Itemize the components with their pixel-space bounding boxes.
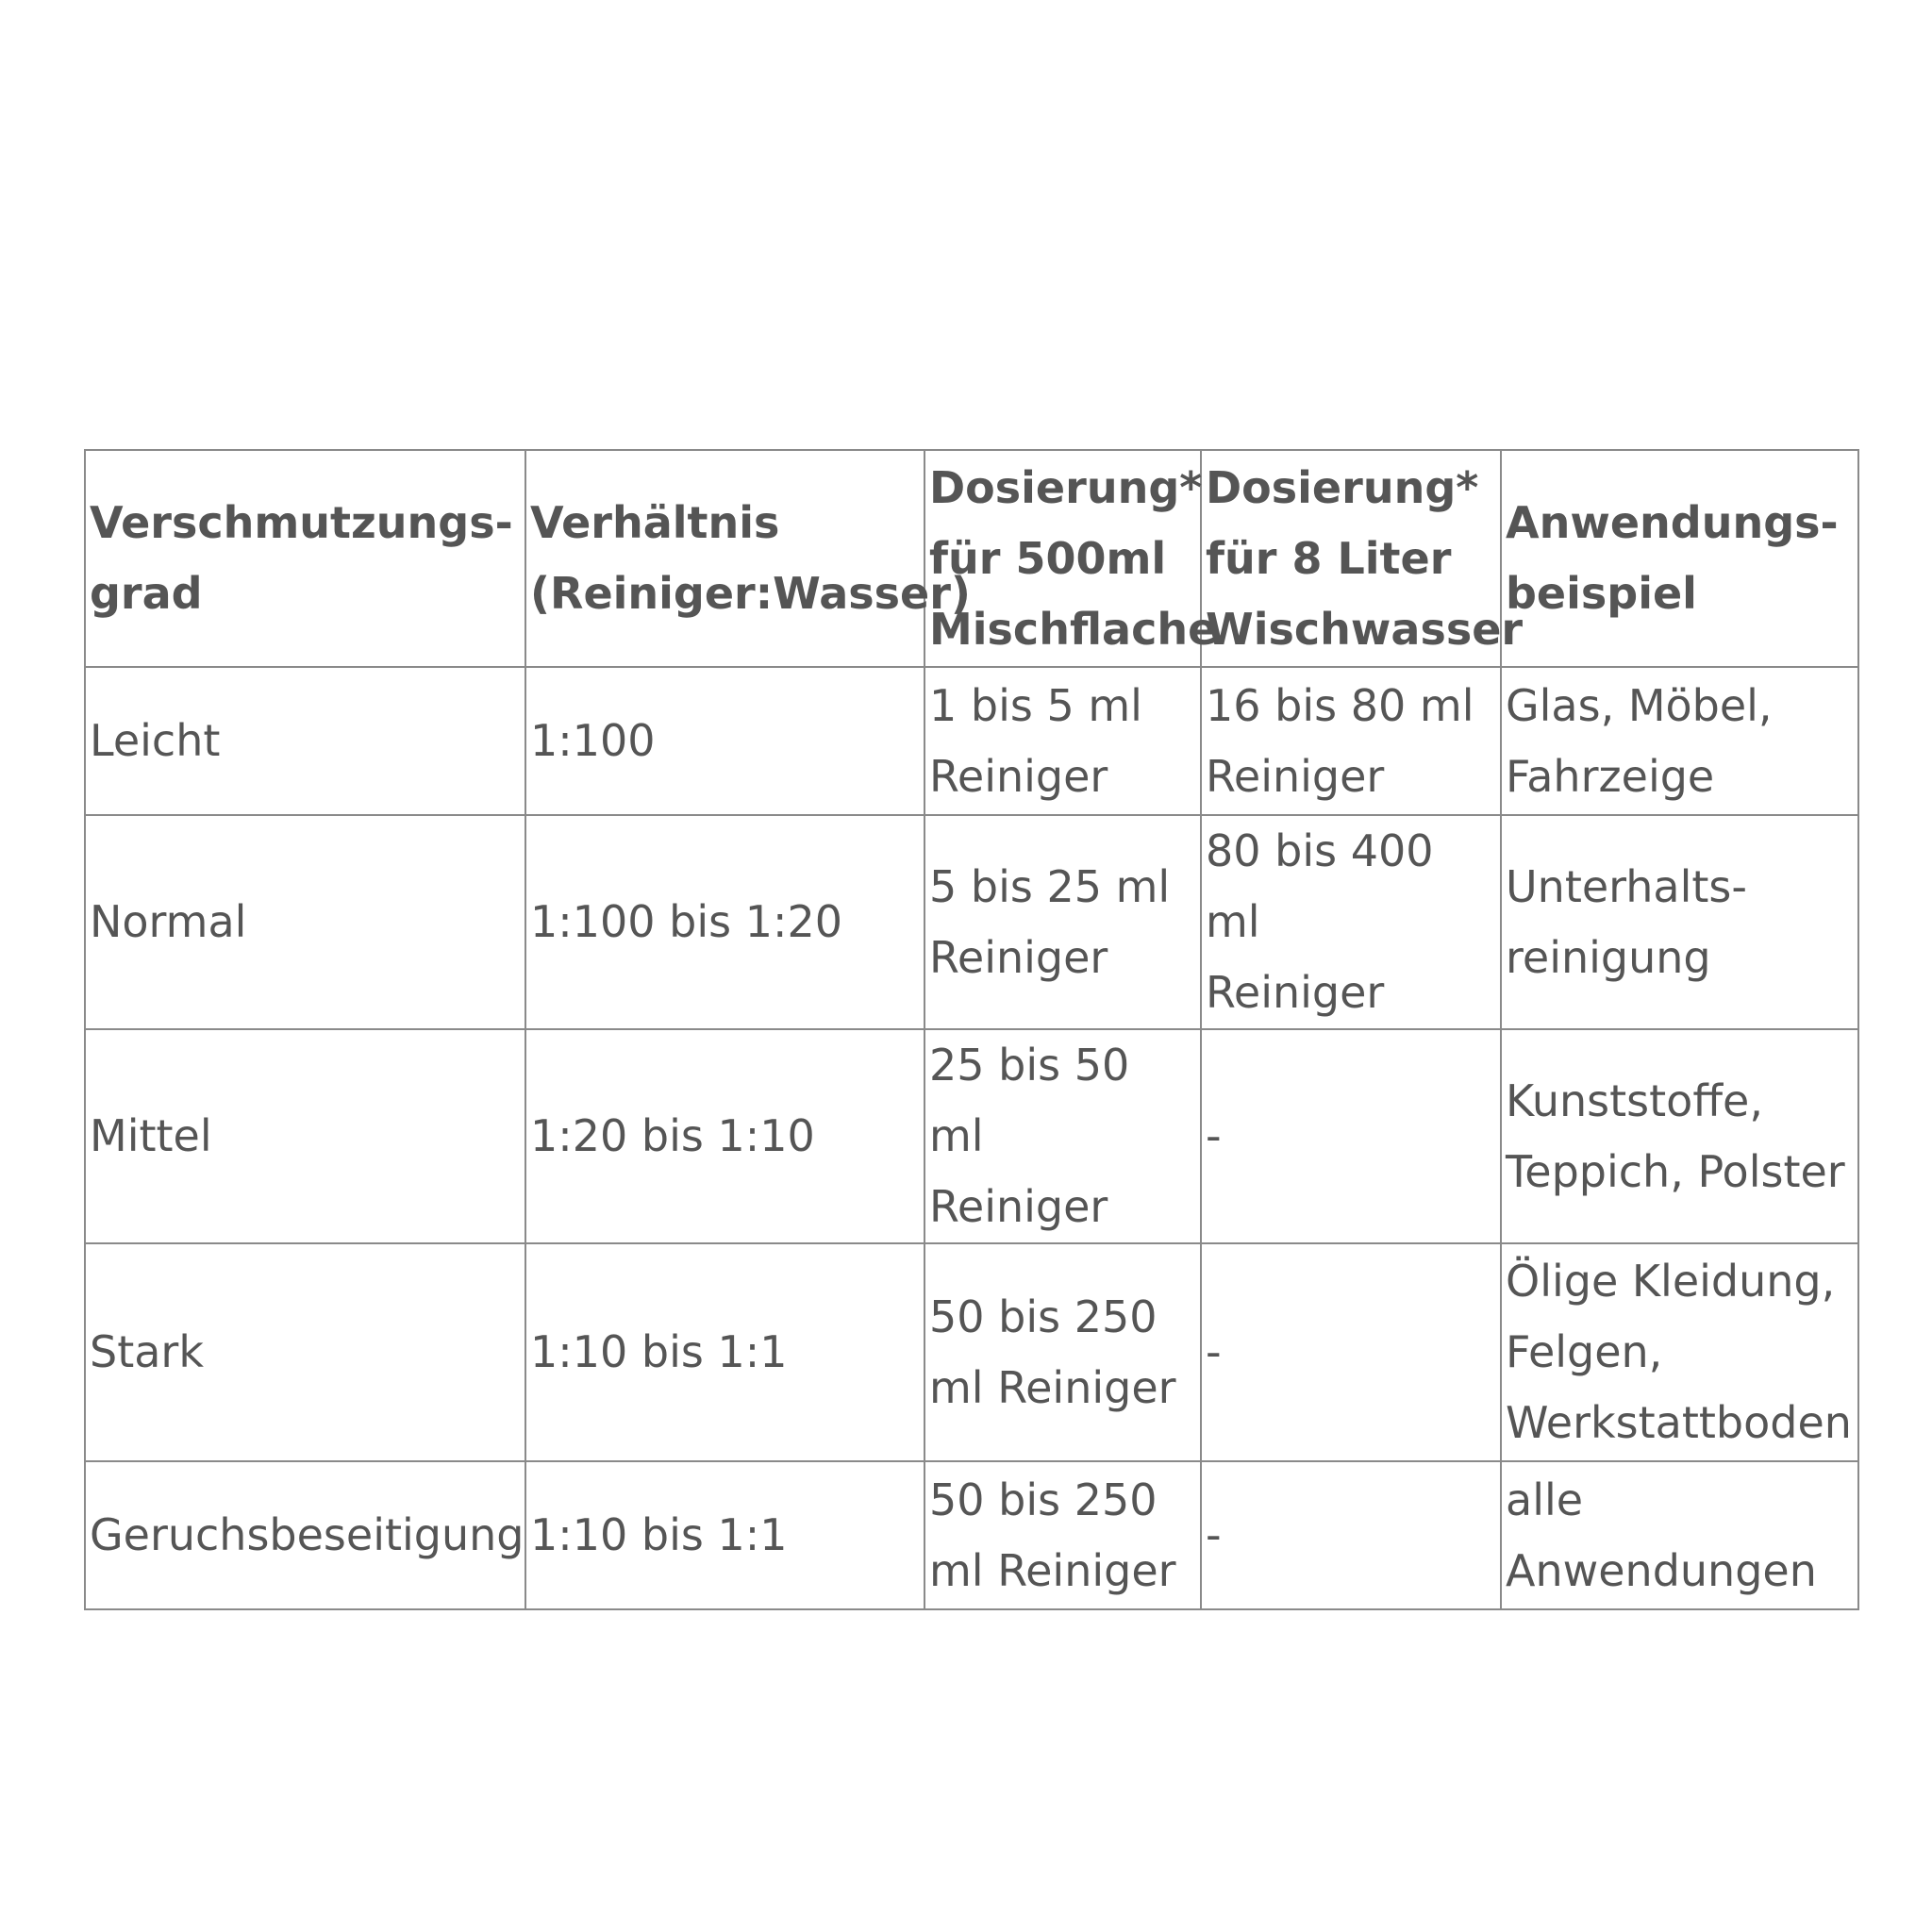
cell-soiling-level: Stark [85, 1243, 525, 1461]
cell-example: alle Anwendungen [1501, 1461, 1858, 1609]
cell-example: Unterhalts- reinigung [1501, 815, 1858, 1029]
cell-dosage-500ml: 5 bis 25 ml Reiniger [924, 815, 1201, 1029]
cell-ratio: 1:10 bis 1:1 [525, 1243, 924, 1461]
table-row [85, 1029, 1858, 1243]
cell-example: Kunststoffe, Teppich, Polster [1501, 1029, 1858, 1243]
cell-soiling-level: Normal [85, 815, 525, 1029]
cell-ratio: 1:100 [525, 667, 924, 815]
cell-dosage-500ml: 50 bis 250 ml Reiniger [924, 1243, 1201, 1461]
cell-soiling-level: Mittel [85, 1029, 525, 1243]
cell-ratio: 1:20 bis 1:10 [525, 1029, 924, 1243]
cell-soiling-level: Geruchsbeseitigung [85, 1461, 525, 1609]
cell-dosage-500ml: 50 bis 250 ml Reiniger [924, 1461, 1201, 1609]
table-header-row [85, 450, 1858, 667]
header-soiling-level: Verschmutzungs- grad [85, 450, 525, 667]
cell-dosage-8l: - [1201, 1461, 1501, 1609]
table-row [85, 1461, 1858, 1609]
header-dosage-8l: Dosierung* für 8 Liter Wischwasser [1201, 450, 1501, 667]
table-row [85, 1243, 1858, 1461]
cell-example: Glas, Möbel, Fahrzeige [1501, 667, 1858, 815]
dosage-table [84, 449, 1859, 1610]
cell-dosage-500ml: 1 bis 5 ml Reiniger [924, 667, 1201, 815]
table-row [85, 667, 1858, 815]
cell-ratio: 1:10 bis 1:1 [525, 1461, 924, 1609]
cell-ratio: 1:100 bis 1:20 [525, 815, 924, 1029]
header-dosage-500ml: Dosierung* für 500ml Mischflache [924, 450, 1201, 667]
cell-dosage-8l: - [1201, 1243, 1501, 1461]
cell-dosage-8l: 80 bis 400 ml Reiniger [1201, 815, 1501, 1029]
cell-example: Ölige Kleidung, Felgen, Werkstattboden [1501, 1243, 1858, 1461]
cell-dosage-8l: 16 bis 80 ml Reiniger [1201, 667, 1501, 815]
header-example: Anwendungs- beispiel [1501, 450, 1858, 667]
cell-dosage-8l: - [1201, 1029, 1501, 1243]
header-ratio: Verhältnis (Reiniger:Wasser) [525, 450, 924, 667]
table-row [85, 815, 1858, 1029]
cell-soiling-level: Leicht [85, 667, 525, 815]
cell-dosage-500ml: 25 bis 50 ml Reiniger [924, 1029, 1201, 1243]
